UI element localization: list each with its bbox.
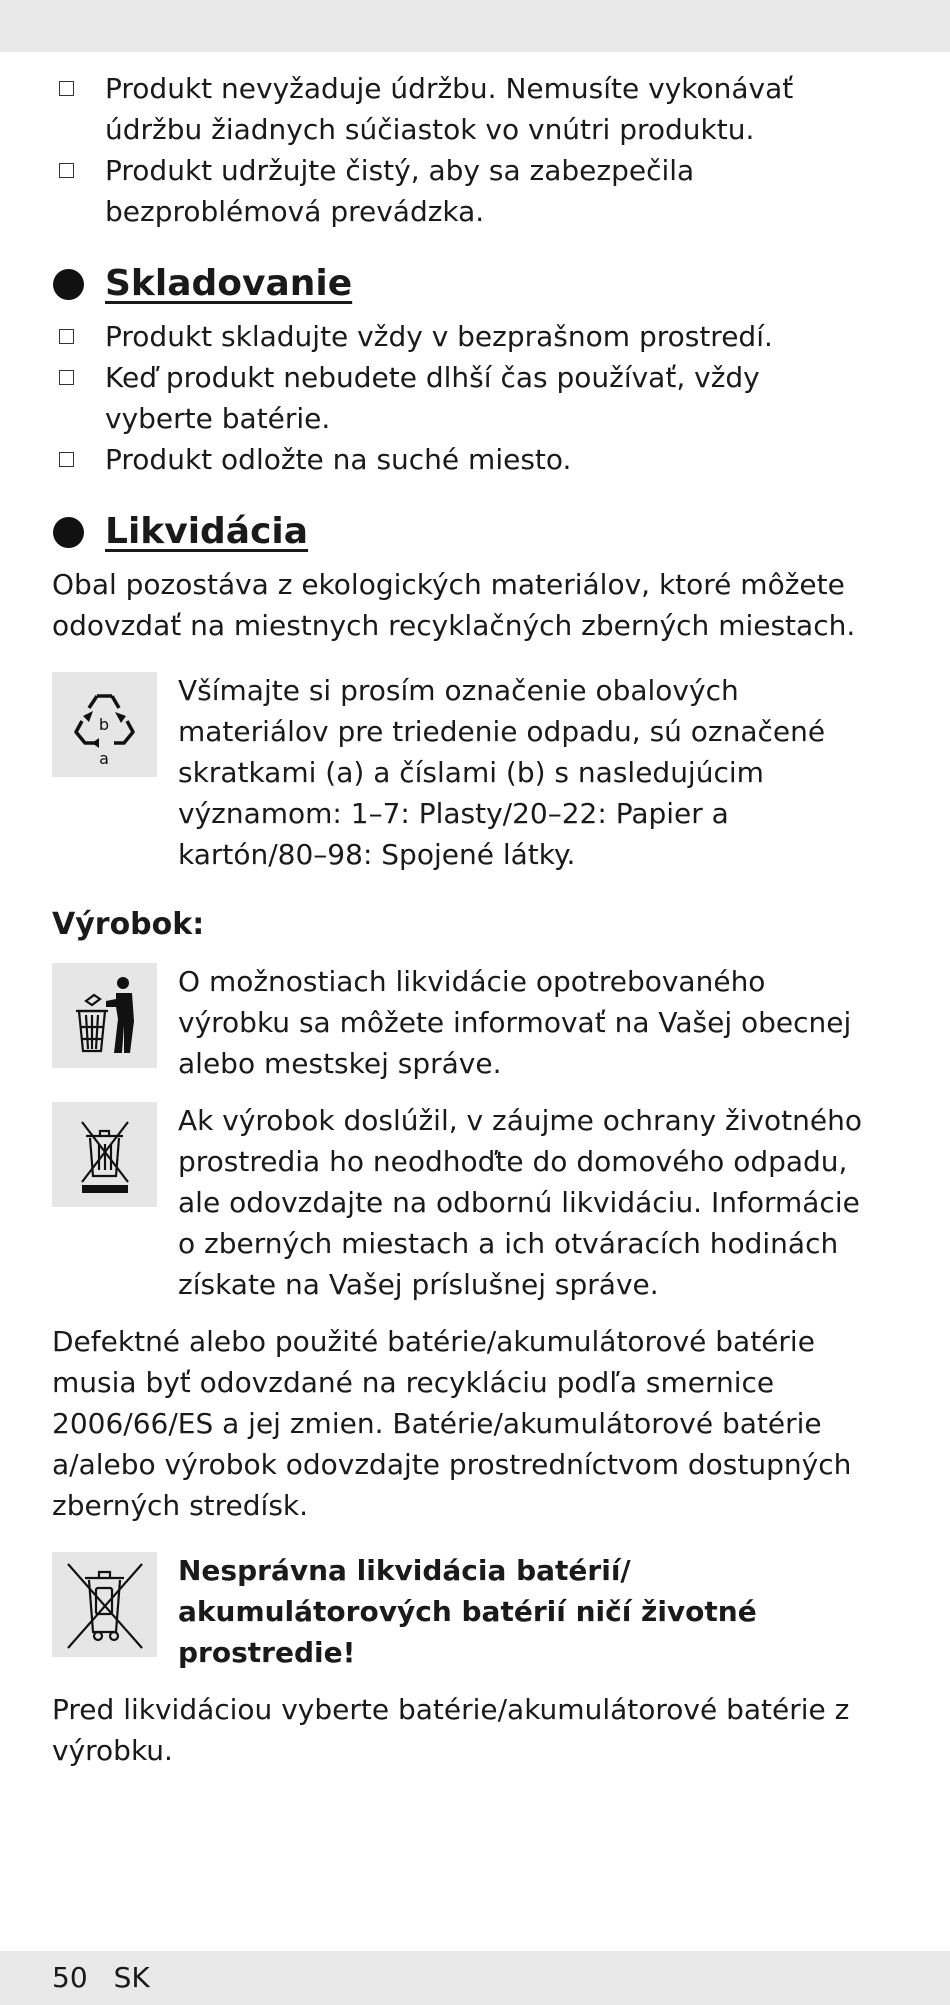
list-item-text: Produkt skladujte vždy v bezprašnom prostredí. — [105, 320, 773, 353]
section-title: Likvidácia — [105, 511, 309, 552]
section-title: Skladovanie — [105, 263, 353, 304]
page-content — [52, 68, 862, 1771]
language-code: SK — [113, 1961, 150, 1994]
list-item — [52, 150, 862, 232]
list-item-text: Produkt udržujte čistý, aby sa zabezpečila bezproblémová prevádzka. — [105, 154, 695, 228]
page-number: 50 — [52, 1961, 88, 1994]
crossed-battery-bin-icon — [52, 1552, 157, 1657]
list-item-text: Produkt nevyžaduje údržbu. Nemusíte vykonávať údržbu žiadnych súčiastok vo vnútri produktu. — [105, 72, 794, 146]
list-item — [52, 439, 862, 480]
bullet-dot-icon — [53, 269, 84, 300]
checkbox-bullet-icon — [59, 163, 74, 178]
section-heading-storage — [52, 258, 862, 310]
list-item — [52, 68, 862, 150]
checkbox-bullet-icon — [59, 329, 74, 344]
weee-info — [52, 1100, 862, 1305]
list-item-text: Produkt odložte na suché miesto. — [105, 443, 572, 476]
battery-warning-info — [52, 1550, 862, 1673]
recycling-icon-label-a: a — [99, 749, 109, 768]
checkbox-bullet-icon — [59, 81, 74, 96]
checkbox-bullet-icon — [59, 370, 74, 385]
trash-bin-person-icon — [52, 963, 157, 1068]
footer — [52, 1958, 176, 1998]
checkbox-bullet-icon — [59, 452, 74, 467]
weee-text: Ak výrobok doslúžil, v záujme ochrany životného prostredia ho neodhoďte do domového odpadu, ale odovzdajte na odbornú likvidáciu. Informácie o zberných miestach a ich otváracích hodinách získate na Vašej príslušnej správe. — [178, 1104, 862, 1301]
recycling-text: Všímajte si prosím označenie obalových materiálov pre triedenie odpadu, sú označené skratkami (a) a číslami (b) s nasledujúcim významom: 1–7: Plasty/20–22: Papier a kartón/80–98: Spojené látky. — [178, 674, 826, 871]
battery-text: Defektné alebo použité batérie/akumulátorové batérie musia byť odovzdané na recykláciu podľa smernice 2006/66/ES a jej zmien. Batérie/akumulátorové batérie a/alebo výrobok odovzdajte prostredníctvom dostupných zberných stredísk. — [52, 1325, 852, 1522]
recycling-icon-label-b: b — [98, 715, 110, 734]
battery-warning-text: Nesprávna likvidácia batérií/ akumulátorových batérií ničí životné prostredie! — [178, 1554, 757, 1669]
top-bar — [0, 0, 950, 52]
product-disposal-text: O možnostiach likvidácie opotrebovaného výrobku sa môžete informovať na Vašej obecnej alebo mestskej správe. — [178, 965, 852, 1080]
list-item-text: Keď produkt nebudete dlhší čas používať, vždy vyberte batérie. — [105, 361, 760, 435]
list-item — [52, 357, 862, 439]
recycling-info — [52, 670, 862, 875]
final-text: Pred likvidáciou vyberte batérie/akumulátorové batérie z výrobku. — [52, 1693, 850, 1767]
recycling-icon — [52, 672, 157, 777]
bullet-dot-icon — [53, 517, 84, 548]
product-heading: Výrobok: — [52, 907, 205, 942]
product-disposal-info — [52, 961, 862, 1084]
section-heading-disposal — [52, 506, 862, 558]
disposal-intro: Obal pozostáva z ekologických materiálov, ktoré môžete odovzdať na miestnych recyklačných zberných miestach. — [52, 568, 856, 642]
crossed-bin-icon — [52, 1102, 157, 1207]
list-item — [52, 316, 862, 357]
